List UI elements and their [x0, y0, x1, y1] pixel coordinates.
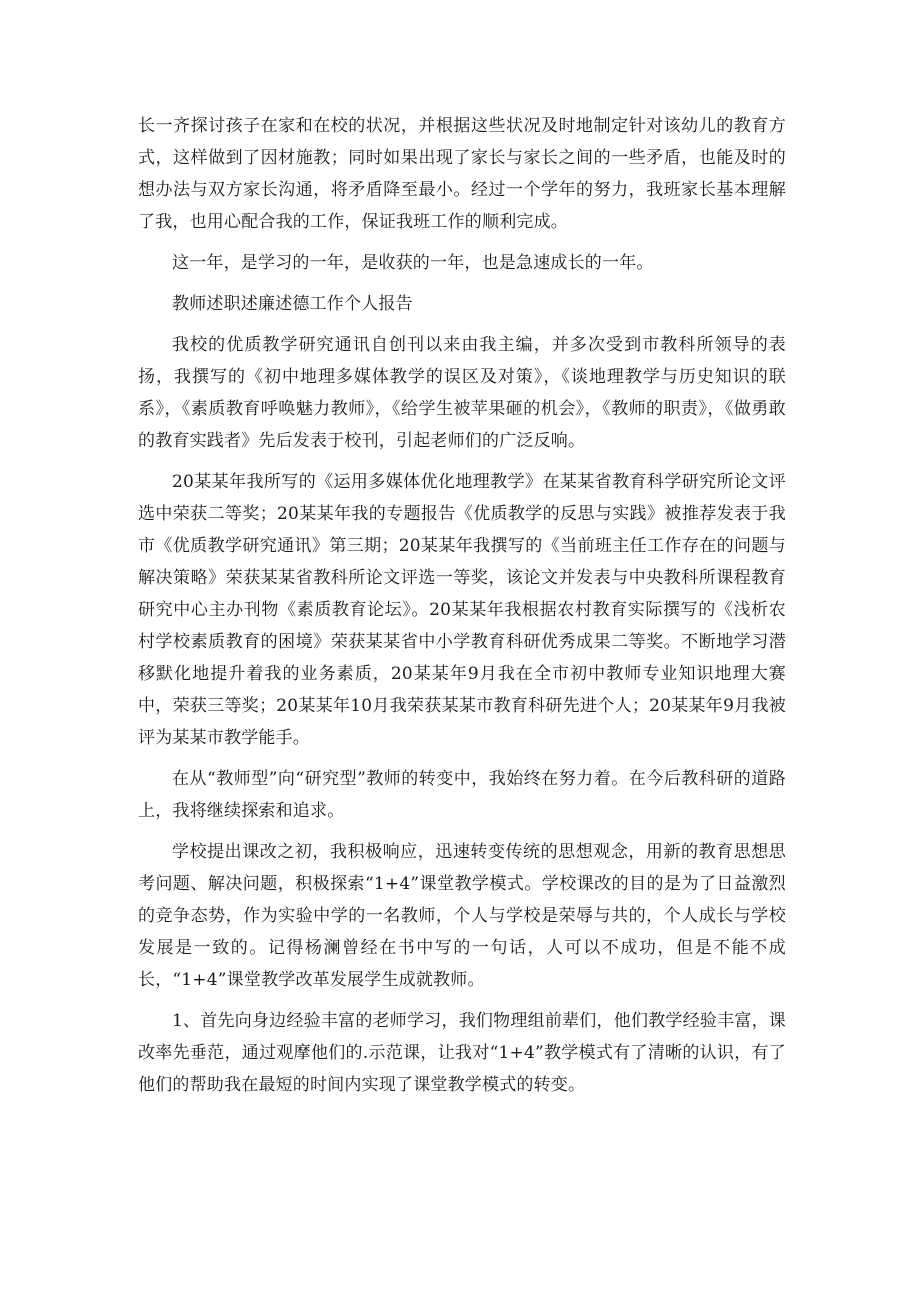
- paragraph-curriculum-reform: 学校提出课改之初，我积极响应，迅速转变传统的思想观念，用新的教育思想思考问题、解决问题，积极探索“1+4”课堂教学模式。学校课改的目的是为了日益激烈的竞争态势，作为实验中学的一名教师，个人与学校是荣辱与共的，个人成长与学校发展是一致的。记得杨澜曾经在书中写的一句话，人可以不成功，但是不能不成长，“1+4”课堂教学改革发展学生成就教师。: [138, 842, 786, 990]
- paragraph-publications: 我校的优质教学研究通讯自创刊以来由我主编，并多次受到市教科所领导的表扬，我撰写的《初中地理多媒体教学的误区及对策》，《谈地理教学与历史知识的联系》，《素质教育呼唤魅力教师》，《给学生被苹果砸的机会》，《教师的职责》，《做勇敢的教育实践者》先后发表于校刊，引起老师们的广泛反响。: [138, 335, 786, 451]
- paragraph-awards: 20某某年我所写的《运用多媒体优化地理教学》在某某省教育科学研究所论文评选中荣获二等奖；20某某年我的专题报告《优质教学的反思与实践》被推荐发表于我市《优质教学研究通讯》第三期；20某某年我撰写的《当前班主任工作存在的问题与解决策略》荣获某某省教科所论文评选一等奖，该论文并发表与中央教科所课程教育研究中心主办刊物《素质教育论坛》。20某某年我根据农村教育实际撰写的《浅析农村学校素质教育的困境》荣获某某省中小学教育科研优秀成果二等奖。不断地学习潜移默化地提升着我的业务素质，20某某年9月我在全市初中教师专业知识地理大赛中，荣获三等奖；20某某年10月我荣获某某市教育科研先进个人；20某某年9月我被评为某某市教学能手。: [138, 472, 786, 748]
- document-body: [138, 110, 786, 1101]
- paragraph-continuation: 长一齐探讨孩子在家和在校的状况，并根据这些状况及时地制定针对该幼儿的教育方式，这样做到了因材施教；同时如果出现了家长与家长之间的一些矛盾，也能及时的想办法与双方家长沟通，将矛盾降至最小。经过一个学年的努力，我班家长基本理解了我，也用心配合我的工作，保证我班工作的顺利完成。: [138, 116, 786, 232]
- paragraph-summary: 这一年，是学习的一年，是收获的一年，也是急速成长的一年。: [172, 253, 654, 273]
- paragraph-transition: 在从“教师型”向“研究型”教师的转变中，我始终在努力着。在今后教科研的道路上，我将继续探索和追求。: [138, 769, 786, 821]
- paragraph-learning-from-peers: 1、首先向身边经验丰富的老师学习，我们物理组前辈们，他们教学经验丰富，课改率先垂范，通过观摩他们的.示范课，让我对“1+4”教学模式有了清晰的认识，有了他们的帮助我在最短的时间内实现了课堂教学模式的转变。: [138, 1011, 786, 1095]
- section-heading: 教师述职述廉述德工作个人报告: [172, 294, 413, 314]
